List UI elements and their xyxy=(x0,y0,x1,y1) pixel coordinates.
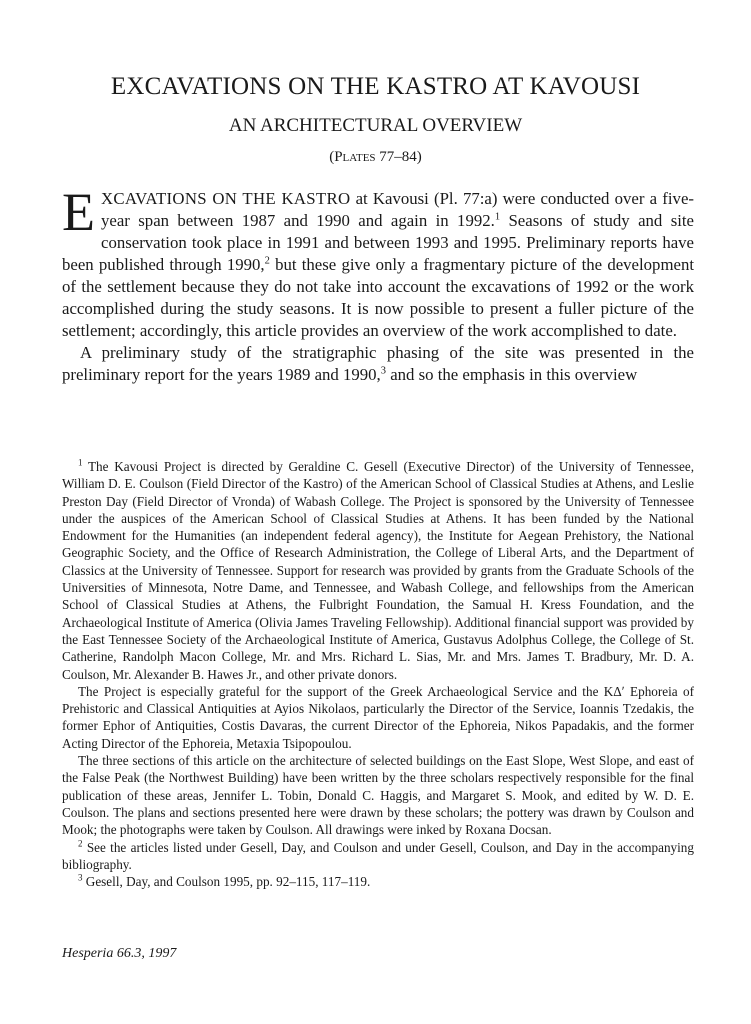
footnote-2-text: See the articles listed under Gesell, Day, and Coulson and under Gesell, Coulson, and Day in the accompanying bibliography. xyxy=(62,839,694,872)
footnote-2-mark: 2 xyxy=(78,838,83,849)
footnote-1 xyxy=(62,458,694,683)
drop-cap: E xyxy=(62,182,95,242)
plates-reference xyxy=(0,147,751,167)
paragraph-1-text-b: Seasons of study and site conservation took place in 1991 and between 1993 and 1995. Preliminary reports have been published through 1990, xyxy=(62,211,694,274)
plates-word: Plates xyxy=(334,149,376,165)
paragraph-2-text-b: and so the emphasis in this overview xyxy=(386,365,638,384)
body-text xyxy=(62,182,694,386)
footnote-3-text: Gesell, Day, and Coulson 1995, pp. 92–115, 117–119. xyxy=(82,874,371,890)
paragraph-2 xyxy=(62,342,694,386)
footnote-ref-1[interactable]: 1 xyxy=(494,211,501,223)
footnote-3 xyxy=(62,873,694,890)
plates-range: 77–84) xyxy=(375,149,422,165)
article-subtitle: AN ARCHITECTURAL OVERVIEW xyxy=(228,115,523,136)
journal-citation xyxy=(62,945,176,963)
journal-issue: 66.3, 1997 xyxy=(113,946,177,961)
footnote-ref-2[interactable]: 2 xyxy=(264,255,270,267)
lead-in-caps: XCAVATIONS ON THE KASTRO xyxy=(101,189,351,208)
footnote-1-paragraph-2: The Project is especially grateful for the support of the Greek Archaeological Service and the ΚΔʹ Ephoreia of Prehistoric and Classical Antiquities at Ayios Nikolaos, particularly the Director of the Service, Ioannis Tzedakis, the former Ephor of Antiquities, Costis Davaras, the current Director of the Ephoreia, Nikos Papadakis, and the former Acting Director of the Ephoreia, Metaxia Tsipopoulou. xyxy=(62,683,694,751)
journal-name: Hesperia xyxy=(62,946,114,961)
article-title: EXCAVATIONS ON THE KASTRO AT KAVOUSI xyxy=(110,73,641,100)
paragraph-1 xyxy=(62,182,694,342)
paragraph-1-text-a: at Kavousi (Pl. 77:a) were conducted over a five-year span between 1987 and 1990 and again in 1992. xyxy=(101,189,694,230)
footnote-ref-3[interactable]: 3 xyxy=(380,365,386,377)
footnotes xyxy=(62,458,694,890)
paragraph-2-text-a: A preliminary study of the stratigraphic phasing of the site was presented in the preliminary report for the years 1989 and 1990, xyxy=(62,343,694,384)
footnote-2 xyxy=(62,839,694,874)
footnote-1-text: The Kavousi Project is directed by Geraldine C. Gesell (Executive Director) of the University of Tennessee, William D. E. Coulson (Field Director of the Kastro) of the American School of Classical Studies at Athens, and Leslie Preston Day (Field Director of Vronda) of Wabash College. The Project is sponsored by the University of Tennessee under the auspices of the American School of Classical Studies at Athens. It has been funded by the National Endowment for the Humanities (an independent federal agency), the Institute for Aegean Prehistory, the National Geographic Society, and the Office of Research Administration, the College of Liberal Arts, and the Department of Classics at the University of Tennessee. Support for research was provided by grants from the Graduate Schools of the Universities of Minnesota, Notre Dame, and Tennessee, and Wabash College, and fellowships from the American School of Classical Studies at Athens, the Fulbright Foundation, the Samual H. Kress Foundation, and the Archaeological Institute of America (Olivia James Traveling Fellowship). Additional financial support was provided by the East Tennessee Society of the Archaeological Institute of America, Gustavus Adolphus College, the College of St. Catherine, Randolph Macon College, Mr. and Mrs. Richard L. Sias, Mr. and Mrs. James T. Bradbury, Mr. D. A. Coulson, Mr. Alexander B. Hawes Jr., and other private donors. xyxy=(62,459,694,682)
footnote-3-mark: 3 xyxy=(78,872,83,883)
footnote-1-paragraph-3: The three sections of this article on the architecture of selected buildings on the East Slope, West Slope, and east of the False Peak (the Northwest Building) have been written by the three scholars respectively responsible for the final publication of these areas, Jennifer L. Tobin, Donald C. Haggis, and Margaret S. Mook, and edited by W. D. E. Coulson. The plans and sections presented here were drawn by these scholars; the pottery was drawn by Coulson and Mook; the photographs were taken by Coulson. All drawings were inked by Roxana Docsan. xyxy=(62,753,694,838)
plates-open: ( xyxy=(329,149,335,165)
footnote-1-mark: 1 xyxy=(78,457,83,468)
paragraph-1-text-c: but these give only a fragmentary picture of the development of the settlement because they do not take into account the excavations of 1992 or the work accomplished during the study seasons. It is now possible to present a fuller picture of the settlement; accordingly, this article provides an overview of the work accomplished to date. xyxy=(62,255,694,340)
